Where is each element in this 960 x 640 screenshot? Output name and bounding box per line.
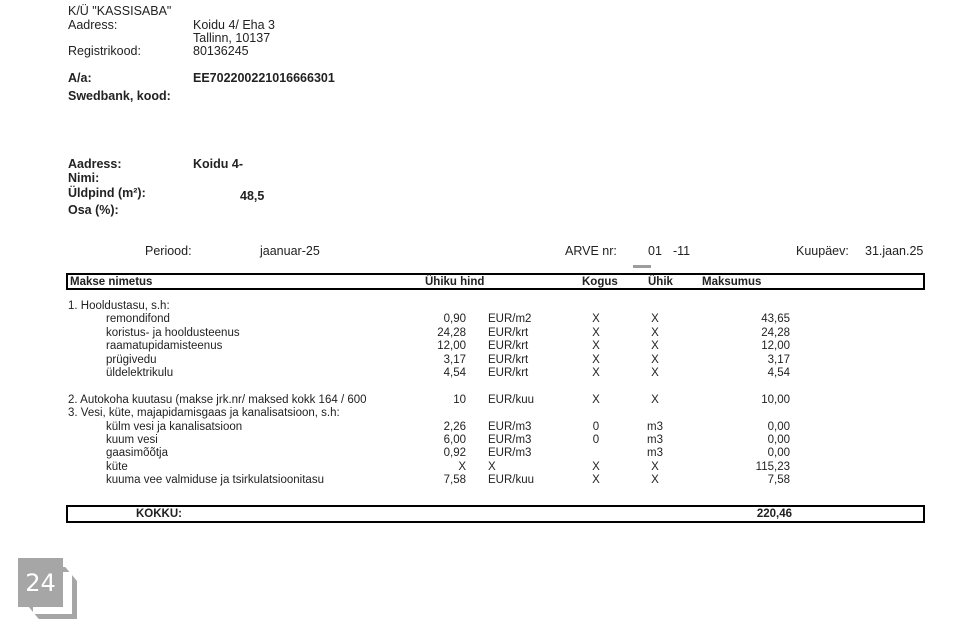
row-unit: m3 [647, 420, 663, 433]
property-address-label: Aadress: [68, 157, 122, 171]
row-total: 3,17 [767, 353, 790, 366]
row-unit-price: X [458, 460, 466, 473]
row-unit: X [651, 393, 659, 406]
row-name: külm vesi ja kanalisatsioon [106, 420, 243, 433]
row-quantity [566, 380, 626, 393]
row-quantity: X [592, 326, 600, 339]
row-price-unit: EUR/krt [488, 366, 529, 379]
row-name: prügivedu [106, 353, 157, 366]
invoice-rows [66, 300, 925, 487]
row-quantity [566, 407, 626, 420]
row-name: üldelektrikulu [106, 366, 174, 379]
row-unit-price: 4,54 [443, 366, 466, 379]
org-address-line1: Koidu 4/ Eha 3 [193, 18, 276, 32]
scan-artifact-top [633, 265, 651, 268]
table-row [66, 421, 925, 434]
row-quantity: 0 [592, 420, 600, 433]
row-name: 1. Hooldustasu, s.h: [68, 300, 170, 312]
row-unit-price: 6,00 [443, 433, 466, 446]
row-unit: m3 [647, 447, 663, 460]
row-price-unit [488, 380, 566, 393]
row-total: 7,58 [767, 474, 790, 487]
row-unit-price: 24,28 [437, 326, 466, 339]
table-row [66, 313, 925, 326]
table-row [66, 407, 925, 420]
row-unit-price [420, 300, 466, 313]
row-name: remondifond [106, 313, 170, 326]
invoice-label: ARVE nr: [565, 244, 617, 258]
row-unit-price: 10 [453, 393, 466, 406]
table-row [66, 434, 925, 447]
row-price-unit [488, 407, 566, 420]
row-quantity: X [592, 460, 600, 473]
row-unit: m3 [647, 433, 663, 446]
row-unit-price [420, 407, 466, 420]
date-value: 31.jaan.25 [865, 244, 924, 258]
row-unit-price: 0,90 [443, 313, 466, 326]
row-unit-price: 3,17 [443, 353, 466, 366]
row-unit-price: 12,00 [437, 340, 466, 353]
org-name: K/Ü "KASSISABA" [68, 4, 172, 18]
row-quantity: X [592, 340, 600, 353]
period-label: Periood: [145, 244, 192, 258]
table-row [66, 447, 925, 460]
org-address-label: Aadress: [68, 18, 118, 32]
table-row [66, 461, 925, 474]
table-row [66, 367, 925, 380]
row-quantity [566, 300, 626, 313]
badge-square-icon [18, 558, 63, 607]
row-total: 0,00 [767, 420, 790, 433]
row-unit [626, 407, 684, 420]
row-unit-price: 0,92 [443, 447, 466, 460]
row-total: 4,54 [767, 366, 790, 379]
bank-label: Swedbank, kood: [68, 89, 171, 103]
row-unit: X [651, 474, 659, 487]
row-price-unit: EUR/krt [488, 353, 529, 366]
row-price-unit: EUR/krt [488, 340, 529, 353]
row-unit-price: 2,26 [443, 420, 466, 433]
row-quantity: X [592, 474, 600, 487]
table-row [66, 394, 925, 407]
table-row [66, 300, 925, 313]
row-unit [626, 300, 684, 313]
row-total: 10,00 [761, 393, 790, 406]
row-total: 12,00 [761, 340, 790, 353]
property-name-label: Nimi: [68, 171, 100, 185]
page-number-badge [18, 558, 82, 626]
row-total: 0,00 [767, 433, 790, 446]
page-number: 24 [25, 568, 56, 597]
row-price-unit: EUR/krt [488, 326, 529, 339]
account-iban: EE702200221016666301 [193, 71, 335, 85]
row-price-unit: EUR/m3 [488, 447, 532, 460]
org-address-line2: Tallinn, 10137 [193, 31, 271, 45]
row-name: küte [106, 460, 128, 473]
row-quantity: X [592, 353, 600, 366]
row-quantity: X [592, 313, 600, 326]
row-name: 3. Vesi, küte, majapidamisgaas ja kanalisatsioon, s.h: [68, 407, 340, 420]
row-name: 2. Autokoha kuutasu (makse jrk.nr/ maksed kokk 164 / 600 [68, 393, 367, 406]
header-makse-nimetus: Makse nimetus [70, 275, 153, 288]
row-name: koristus- ja hooldusteenus [106, 326, 240, 339]
table-row [66, 354, 925, 367]
row-unit: X [651, 460, 659, 473]
row-unit: X [651, 353, 659, 366]
row-total: 24,28 [761, 326, 790, 339]
row-total: 115,23 [755, 460, 790, 473]
row-price-unit: EUR/m3 [488, 433, 532, 446]
row-quantity: X [592, 393, 600, 406]
header-maksumus: Maksumus [702, 275, 762, 288]
property-area-value: 48,5 [240, 189, 265, 203]
header-kogus: Kogus [582, 275, 618, 288]
row-total [684, 300, 790, 313]
table-row [66, 327, 925, 340]
row-price-unit: EUR/m3 [488, 420, 532, 433]
org-reg-label: Registrikood: [68, 44, 141, 58]
row-price-unit: EUR/m2 [488, 313, 532, 326]
row-unit-price [420, 380, 466, 393]
table-header [66, 273, 925, 290]
row-quantity [566, 447, 626, 460]
date-label: Kuupäev: [796, 244, 849, 258]
table-row [66, 340, 925, 353]
header-uhik: Ühik [648, 275, 673, 288]
row-unit: X [651, 366, 659, 379]
row-name [66, 380, 420, 393]
table-row [66, 380, 925, 393]
row-unit: X [651, 313, 659, 326]
row-name: kuuma vee valmiduse ja tsirkulatsioonitasu [106, 474, 324, 487]
property-share-label: Osa (%): [68, 203, 119, 217]
row-name: raamatupidamisteenus [106, 340, 223, 353]
property-area-label: Üldpind (m²): [68, 186, 146, 200]
row-total: 0,00 [767, 447, 790, 460]
period-value: jaanuar-25 [260, 244, 320, 258]
row-name: kuum vesi [106, 433, 158, 446]
invoice-no1: 01 [648, 244, 662, 258]
table-row [66, 474, 925, 487]
header-uhiku-hind: Ühiku hind [425, 275, 485, 288]
total-value: 220,46 [756, 508, 792, 520]
property-address-value: Koidu 4- [193, 157, 243, 171]
row-price-unit: X [488, 460, 496, 473]
row-unit: X [651, 340, 659, 353]
row-unit-price: 7,58 [443, 474, 466, 487]
row-quantity: 0 [592, 433, 600, 446]
row-name: gaasimõõtja [106, 447, 169, 460]
row-price-unit: EUR/kuu [488, 393, 535, 406]
row-total [684, 407, 790, 420]
row-quantity: X [592, 366, 600, 379]
invoice-no2: -11 [673, 244, 691, 258]
row-unit: X [651, 326, 659, 339]
row-total: 43,65 [761, 313, 790, 326]
org-reg-value: 80136245 [193, 44, 249, 58]
account-label: A/a: [68, 71, 92, 85]
row-total [684, 380, 790, 393]
total-box [66, 505, 925, 523]
total-label: KOKKU: [136, 508, 182, 520]
row-price-unit: EUR/kuu [488, 474, 535, 487]
row-price-unit [488, 300, 566, 313]
row-unit [626, 380, 684, 393]
